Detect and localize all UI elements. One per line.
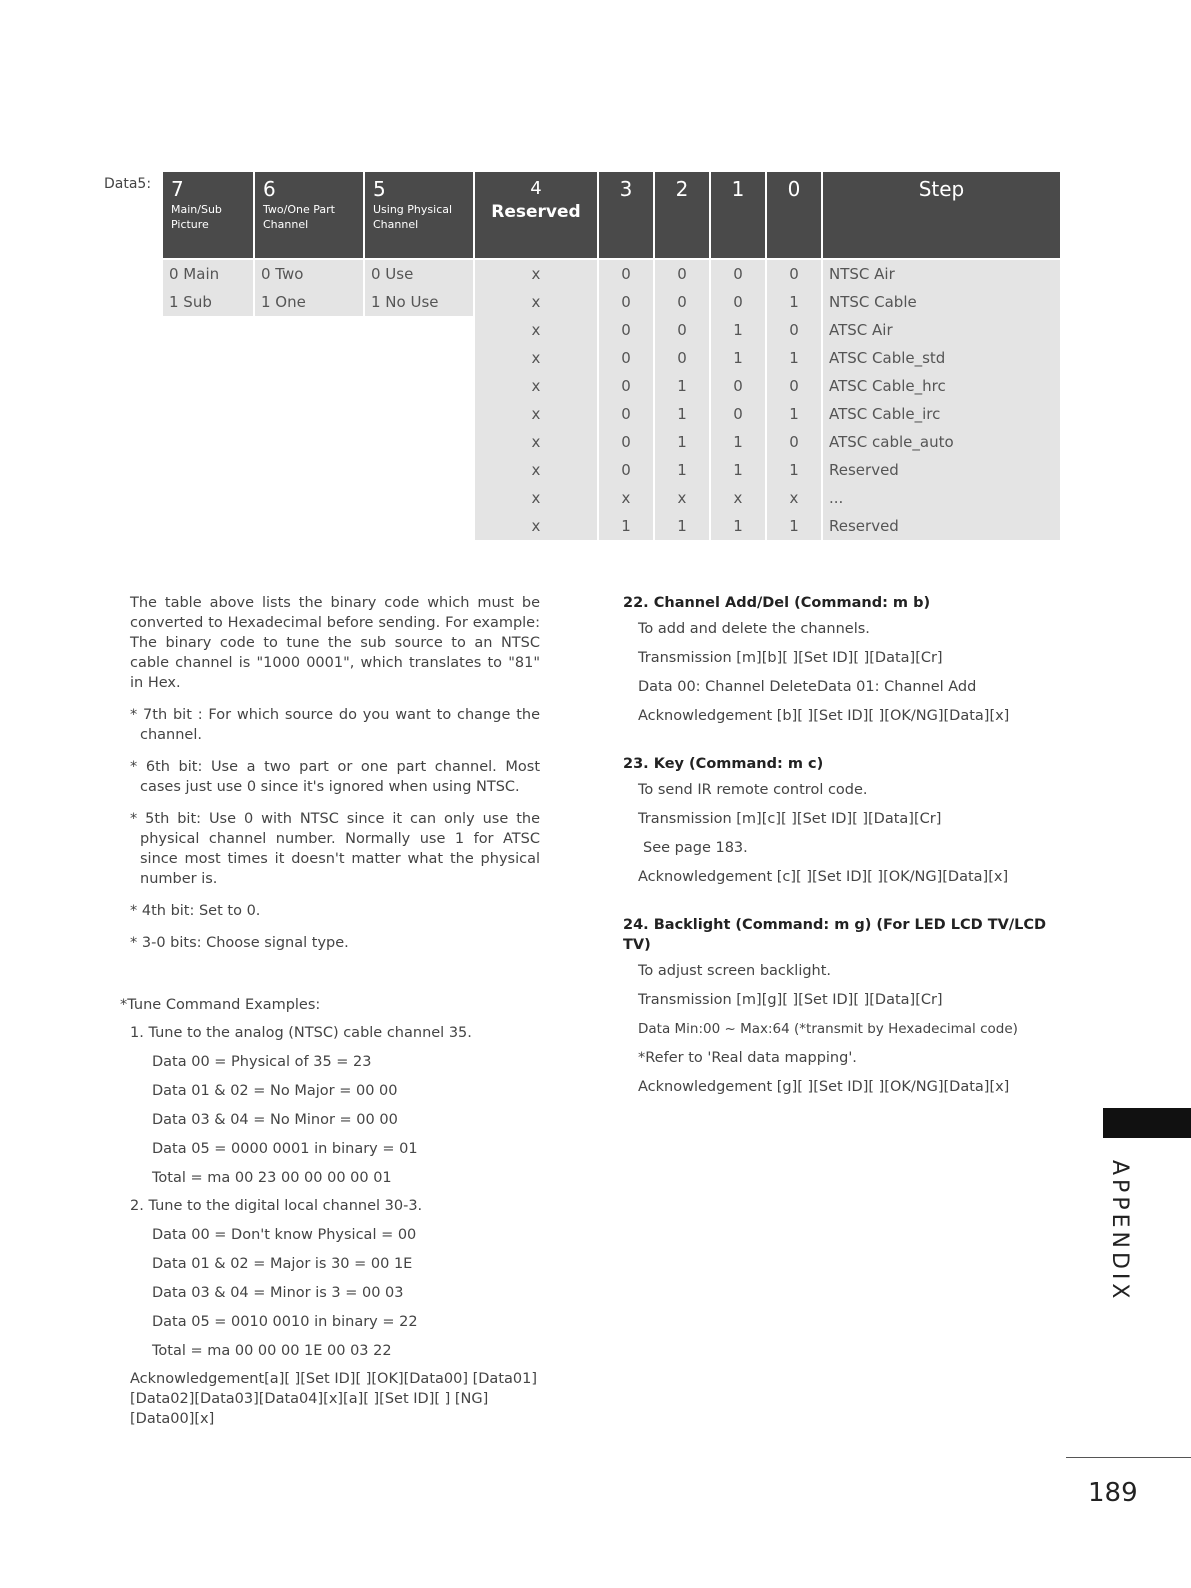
table-cell: 1 (654, 456, 710, 484)
table-cell: x (474, 344, 598, 372)
table-cell: 0 (654, 288, 710, 316)
command-line: Acknowledgement [g][ ][Set ID][ ][OK/NG][Data][x] (638, 1079, 1010, 1095)
appendix-side-label: APPENDIX (1107, 1160, 1132, 1303)
table-row (162, 456, 1061, 484)
table-cell (254, 512, 364, 540)
table-cell: 0 (766, 259, 822, 288)
table-cell: ... (822, 484, 1061, 512)
table-cell: x (766, 484, 822, 512)
example-2-line: Data 00 = Don't know Physical = 00 (152, 1227, 417, 1243)
command-line: To adjust screen backlight. (638, 963, 832, 979)
command-line: Acknowledgement [c][ ][Set ID][ ][OK/NG][Data][x] (638, 869, 1009, 885)
table-row (162, 344, 1061, 372)
table-cell: 1 (654, 428, 710, 456)
table-row (162, 288, 1061, 316)
example-1-line: Data 03 & 04 = No Minor = 00 00 (152, 1112, 398, 1128)
table-cell: Reserved (822, 512, 1061, 540)
table-cell: 1 (766, 288, 822, 316)
example-2-line: Data 03 & 04 = Minor is 3 = 00 03 (152, 1285, 404, 1301)
table-cell: 1 (654, 512, 710, 540)
table-row (162, 372, 1061, 400)
table-cell (364, 372, 474, 400)
note-4th-bit: * 4th bit: Set to 0. (130, 903, 261, 919)
table-cell (364, 512, 474, 540)
table-cell (254, 456, 364, 484)
table-cell: x (474, 428, 598, 456)
command-line: Transmission [m][c][ ][Set ID][ ][Data][Cr] (638, 811, 942, 827)
table-cell: ATSC cable_auto (822, 428, 1061, 456)
table-cell: x (474, 456, 598, 484)
command-channel-add-del (623, 593, 1063, 726)
example-1-line: Data 00 = Physical of 35 = 23 (152, 1054, 372, 1070)
example-2-line: Data 05 = 0010 0010 in binary = 22 (152, 1314, 418, 1330)
command-backlight (623, 915, 1063, 1097)
table-cell: 1 (598, 512, 654, 540)
table-cell: Reserved (822, 456, 1061, 484)
table-cell: x (474, 259, 598, 288)
table-cell (162, 484, 254, 512)
header-bit-4: 4 Reserved (474, 171, 598, 259)
table-cell: 1 (766, 456, 822, 484)
table-cell: 0 Two (254, 259, 364, 288)
table-cell: 0 (598, 372, 654, 400)
note-3-0-bits: * 3-0 bits: Choose signal type. (130, 935, 349, 951)
page-number-rule (1066, 1457, 1191, 1458)
table-cell (364, 456, 474, 484)
table-cell: 1 Sub (162, 288, 254, 316)
command-title: 24. Backlight (Command: m g) (For LED LCD TV/LCD TV) (623, 917, 1047, 953)
table-cell (364, 316, 474, 344)
table-cell: x (474, 372, 598, 400)
table-cell: 0 (710, 259, 766, 288)
example-1-title: 1. Tune to the analog (NTSC) cable channel 35. (130, 1025, 472, 1041)
table-cell: 1 (766, 400, 822, 428)
table-cell: 1 One (254, 288, 364, 316)
table-cell: 0 (654, 259, 710, 288)
table-row (162, 484, 1061, 512)
table-cell: 0 (766, 316, 822, 344)
right-column (623, 593, 1063, 1125)
command-line: Data Min:00 ~ Max:64 (*transmit by Hexadecimal code) (638, 1021, 1018, 1037)
table-cell: 1 (654, 400, 710, 428)
table-cell: 1 (766, 512, 822, 540)
table-cell: 0 (598, 259, 654, 288)
table-cell (254, 316, 364, 344)
table-cell: 0 (598, 400, 654, 428)
table-row (162, 316, 1061, 344)
table-cell: 0 (710, 288, 766, 316)
example-1-line: Total = ma 00 23 00 00 00 00 01 (152, 1170, 392, 1186)
section-tab-marker (1103, 1108, 1191, 1138)
table-cell (364, 484, 474, 512)
table-cell (254, 400, 364, 428)
command-key (623, 754, 1063, 887)
table-header-row (162, 171, 1061, 259)
note-5th-bit: * 5th bit: Use 0 with NTSC since it can only use the physical channel number. Normally use 1 for ATSC since most times it doesn't matter what the physical number is. (130, 811, 540, 887)
command-line: Data 00: Channel DeleteData 01: Channel Add (638, 679, 977, 695)
command-title: 23. Key (Command: m c) (623, 756, 824, 772)
table-cell: ATSC Cable_hrc (822, 372, 1061, 400)
table-cell: 0 (654, 316, 710, 344)
table-cell: NTSC Air (822, 259, 1061, 288)
command-line: Acknowledgement [b][ ][Set ID][ ][OK/NG][Data][x] (638, 708, 1010, 724)
command-title: 22. Channel Add/Del (Command: m b) (623, 595, 931, 611)
table-cell: 1 (710, 316, 766, 344)
table-cell: 1 (710, 344, 766, 372)
command-line: To add and delete the channels. (638, 621, 870, 637)
table-cell: 0 (710, 400, 766, 428)
table-cell: 1 (710, 512, 766, 540)
header-bit-5: 5 Using Physical Channel (364, 171, 474, 259)
table-cell (254, 484, 364, 512)
table-cell (364, 344, 474, 372)
command-line: Transmission [m][b][ ][Set ID][ ][Data][Cr] (638, 650, 943, 666)
header-step: Step (822, 171, 1061, 259)
table-cell: 0 (598, 428, 654, 456)
example-1-line: Data 01 & 02 = No Major = 00 00 (152, 1083, 398, 1099)
table-cell: 0 (766, 372, 822, 400)
table-row (162, 400, 1061, 428)
example-2-line: Total = ma 00 00 00 1E 00 03 22 (152, 1343, 392, 1359)
header-bit-1: 1 (710, 171, 766, 259)
table-cell (162, 372, 254, 400)
note-7th-bit: * 7th bit : For which source do you want to change the channel. (130, 707, 540, 743)
table-cell: 0 (598, 344, 654, 372)
example-2-line: Data 01 & 02 = Major is 30 = 00 1E (152, 1256, 413, 1272)
table-cell: 1 (710, 456, 766, 484)
command-line: See page 183. (643, 840, 748, 856)
data5-bit-table (161, 170, 1062, 540)
table-cell: 1 No Use (364, 288, 474, 316)
header-bit-6: 6 Two/One Part Channel (254, 171, 364, 259)
table-cell: 1 (766, 344, 822, 372)
table-row (162, 259, 1061, 288)
table-cell (364, 400, 474, 428)
table-cell (162, 344, 254, 372)
command-line: To send IR remote control code. (638, 782, 868, 798)
table-cell: 0 Use (364, 259, 474, 288)
table-cell: 0 (710, 372, 766, 400)
table-cell: 0 (598, 316, 654, 344)
command-line: *Refer to 'Real data mapping'. (638, 1050, 857, 1066)
data5-label: Data5: (104, 176, 152, 192)
table-cell: x (474, 512, 598, 540)
note-6th-bit: * 6th bit: Use a two part or one part channel. Most cases just use 0 since it's ignored when using NTSC. (130, 759, 540, 795)
table-cell (162, 400, 254, 428)
table-cell: x (474, 288, 598, 316)
left-column (120, 593, 540, 1429)
header-bit-0: 0 (766, 171, 822, 259)
example-1-line: Data 05 = 0000 0001 in binary = 01 (152, 1141, 418, 1157)
table-cell: 1 (710, 428, 766, 456)
table-cell: x (710, 484, 766, 512)
page-number: 189 (1088, 1478, 1138, 1508)
table-cell (162, 512, 254, 540)
table-cell: x (598, 484, 654, 512)
table-cell: x (474, 484, 598, 512)
table-cell (364, 428, 474, 456)
header-bit-2: 2 (654, 171, 710, 259)
table-cell: x (474, 400, 598, 428)
table-cell (254, 372, 364, 400)
table-row (162, 428, 1061, 456)
table-cell: x (474, 316, 598, 344)
table-cell: 1 (654, 372, 710, 400)
table-cell: 0 Main (162, 259, 254, 288)
header-bit-7: 7 Main/Sub Picture (162, 171, 254, 259)
table-cell (162, 316, 254, 344)
table-cell: 0 (766, 428, 822, 456)
table-cell: NTSC Cable (822, 288, 1061, 316)
table-cell (162, 456, 254, 484)
table-cell: ATSC Cable_std (822, 344, 1061, 372)
table-cell: 0 (598, 456, 654, 484)
table-row (162, 512, 1061, 540)
table-cell (162, 428, 254, 456)
table-cell: ATSC Air (822, 316, 1061, 344)
table-cell: 0 (654, 344, 710, 372)
table-cell: x (654, 484, 710, 512)
table-cell (254, 428, 364, 456)
table-cell: 0 (598, 288, 654, 316)
command-line: Transmission [m][g][ ][Set ID][ ][Data][Cr] (638, 992, 943, 1008)
tune-examples-title: *Tune Command Examples: (120, 997, 321, 1013)
example-2-title: 2. Tune to the digital local channel 30-3. (130, 1198, 423, 1214)
table-cell (254, 344, 364, 372)
header-bit-3: 3 (598, 171, 654, 259)
acknowledgement-text: Acknowledgement[a][ ][Set ID][ ][OK][Data00] [Data01] [Data02][Data03][Data04][x][a][ ][Set ID][ ] [NG][Data00][x] (130, 1371, 537, 1427)
intro-paragraph: The table above lists the binary code which must be converted to Hexadecimal before sending. For example: The binary code to tune the sub source to an NTSC cable channel is "1000 0001", which translates to "81" in Hex. (130, 595, 540, 691)
table-cell: ATSC Cable_irc (822, 400, 1061, 428)
